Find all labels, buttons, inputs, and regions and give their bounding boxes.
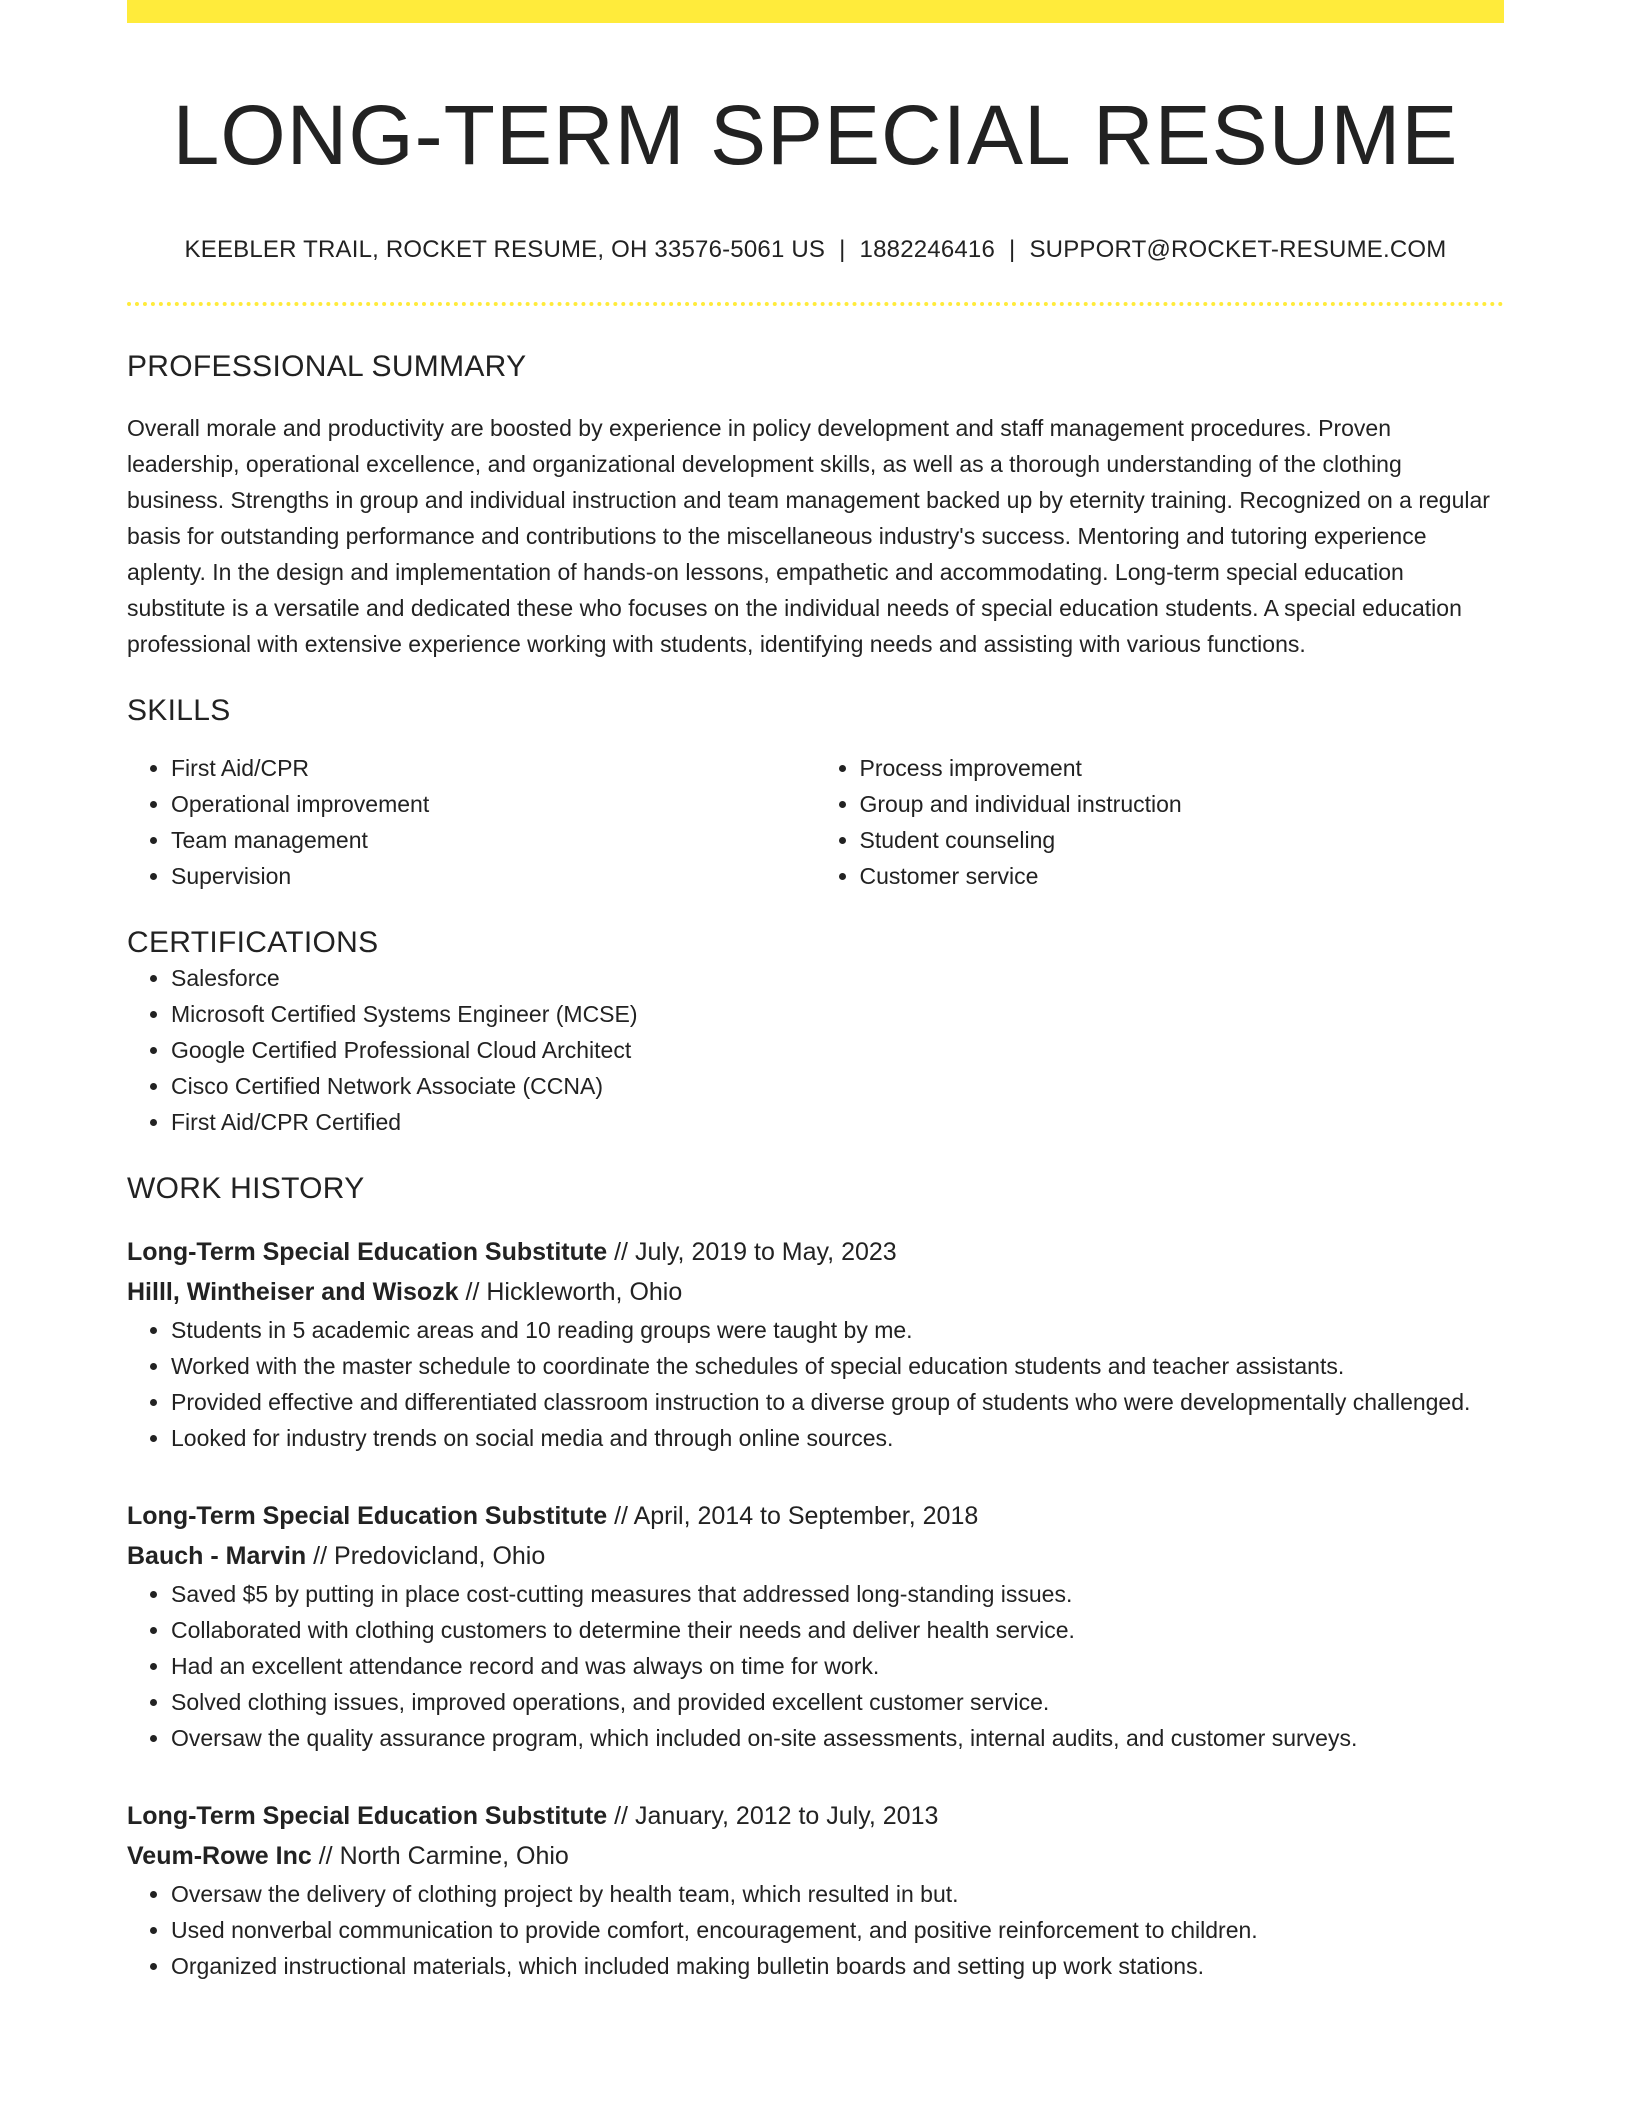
job-bullet: • Oversaw the delivery of clothing project by health team, which resulted in but. [171, 1876, 1504, 1912]
job-company: Veum-Rowe Inc [127, 1841, 312, 1870]
job-company: Hilll, Wintheiser and Wisozk [127, 1277, 459, 1306]
job-bullet: • Oversaw the quality assurance program, which included on-site assessments, internal audits, and customer surveys. [171, 1720, 1504, 1756]
contact-separator: | [1009, 235, 1016, 263]
job-role-line [127, 1796, 1504, 1836]
skills-column-left [127, 750, 816, 894]
job-location: North Carmine, Ohio [339, 1841, 569, 1870]
skill-item: • Supervision [171, 858, 816, 894]
job-separator: // [614, 1237, 628, 1266]
job-separator: // [614, 1501, 628, 1530]
job-bullet: • Provided effective and differentiated classroom instruction to a diverse group of students who were developmentally challenged. [171, 1384, 1504, 1420]
skill-item: • Operational improvement [171, 786, 816, 822]
job-role-line [127, 1496, 1504, 1536]
work-history-heading: WORK HISTORY [127, 1171, 365, 1205]
certification-item: • Cisco Certified Network Associate (CCNA) [171, 1068, 1504, 1104]
email: SUPPORT@ROCKET-RESUME.COM [1029, 235, 1447, 263]
job-company-line [127, 1836, 1504, 1876]
job-separator: // [465, 1277, 480, 1306]
certification-item: • Salesforce [171, 960, 1504, 996]
job-bullet: • Used nonverbal communication to provide comfort, encouragement, and positive reinforcement to children. [171, 1912, 1504, 1948]
job-bullet: • Solved clothing issues, improved operations, and provided excellent customer service. [171, 1684, 1504, 1720]
resume-title: LONG-TERM SPECIAL RESUME [172, 88, 1459, 182]
job-role: Long-Term Special Education Substitute [127, 1801, 608, 1830]
job-separator: // [318, 1841, 333, 1870]
skills-list [127, 750, 1504, 894]
job-location: Hickleworth, Ohio [486, 1277, 683, 1306]
summary-heading: PROFESSIONAL SUMMARY [127, 349, 527, 383]
resume-page [127, 0, 1504, 1984]
job-bullet: • Students in 5 academic areas and 10 reading groups were taught by me. [171, 1312, 1504, 1348]
summary-text: Overall morale and productivity are boosted by experience in policy development and staff management procedures. Proven leadership, operational excellence, and organizational development skills, as well as a thorough understanding of the clothing business. Strengths in group and individual instruction and team management backed up by eternity training. Recognized on a regular basis for outstanding performance and contributions to the miscellaneous industry's success. Mentoring and tutoring experience aplenty. In the design and implementation of hands-on lessons, empathetic and accommodating. Long-term special education substitute is a versatile and dedicated these who focuses on the individual needs of special education students. A special education professional with extensive experience working with students, identifying needs and assisting with various functions. [127, 414, 1490, 657]
job-bullet: • Had an excellent attendance record and was always on time for work. [171, 1648, 1504, 1684]
job-entry [127, 1796, 1504, 1984]
certifications-list [127, 960, 1504, 1140]
job-bullet: • Looked for industry trends on social media and through online sources. [171, 1420, 1504, 1456]
job-role-line [127, 1232, 1504, 1272]
job-bullet: • Saved $5 by putting in place cost-cutting measures that addressed long-standing issues. [171, 1576, 1504, 1612]
contact-separator: | [839, 235, 846, 263]
job-bullets [127, 1876, 1504, 1984]
job-bullets [127, 1576, 1504, 1756]
contact-line [127, 236, 1504, 264]
skill-item: • Student counseling [860, 822, 1505, 858]
job-separator: // [313, 1541, 328, 1570]
skills-heading: SKILLS [127, 693, 231, 727]
address: KEEBLER TRAIL, ROCKET RESUME, OH 33576-5061 US [184, 235, 826, 263]
phone: 1882246416 [859, 235, 996, 263]
certification-item: • First Aid/CPR Certified [171, 1104, 1504, 1140]
job-bullet: • Organized instructional materials, which included making bulletin boards and setting up work stations. [171, 1948, 1504, 1984]
certifications-heading: CERTIFICATIONS [127, 925, 379, 959]
job-dates: April, 2014 to September, 2018 [633, 1501, 979, 1530]
certification-item: • Google Certified Professional Cloud Architect [171, 1032, 1504, 1068]
job-separator: // [614, 1801, 628, 1830]
job-bullet: • Collaborated with clothing customers to determine their needs and deliver health service. [171, 1612, 1504, 1648]
job-bullets [127, 1312, 1504, 1456]
job-company: Bauch - Marvin [127, 1541, 307, 1570]
dotted-divider [127, 302, 1504, 306]
job-role: Long-Term Special Education Substitute [127, 1237, 608, 1266]
skill-item: • Team management [171, 822, 816, 858]
certification-item: • Microsoft Certified Systems Engineer (MCSE) [171, 996, 1504, 1032]
job-dates: January, 2012 to July, 2013 [634, 1801, 939, 1830]
job-entry [127, 1496, 1504, 1756]
job-location: Predovicland, Ohio [334, 1541, 546, 1570]
job-role: Long-Term Special Education Substitute [127, 1501, 608, 1530]
skill-item: • Process improvement [860, 750, 1505, 786]
job-company-line [127, 1536, 1504, 1576]
skills-column-right [816, 750, 1505, 894]
job-company-line [127, 1272, 1504, 1312]
job-dates: July, 2019 to May, 2023 [634, 1237, 897, 1266]
job-bullet: • Worked with the master schedule to coordinate the schedules of special education students and teacher assistants. [171, 1348, 1504, 1384]
skill-item: • First Aid/CPR [171, 750, 816, 786]
skill-item: • Customer service [860, 858, 1505, 894]
skill-item: • Group and individual instruction [860, 786, 1505, 822]
job-entry [127, 1232, 1504, 1456]
accent-bar [127, 0, 1504, 23]
